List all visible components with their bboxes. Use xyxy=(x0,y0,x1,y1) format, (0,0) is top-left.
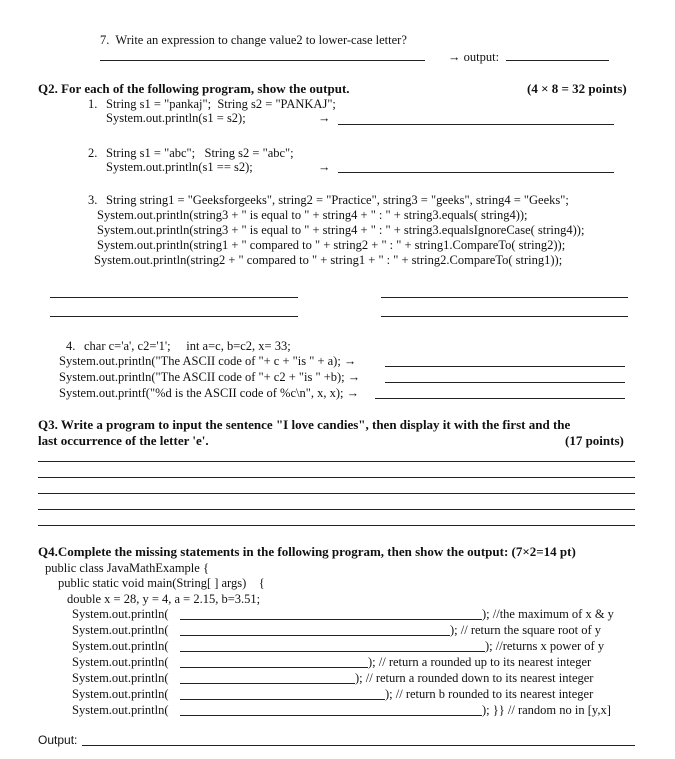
q2-item4-code-line: System.out.printf("%d is the ASCII code of %c\n", x, x); → xyxy=(59,386,360,400)
q4-comment: ); //the maximum of x & y xyxy=(482,607,614,621)
q2-item3-num: 3. xyxy=(88,193,98,207)
q3-answer-line[interactable] xyxy=(38,525,635,526)
q4-stmt-prefix: System.out.println( xyxy=(72,703,169,717)
q4-main-line: public static void main(String[ ] args) { xyxy=(58,576,265,590)
q2-item1-answer-line[interactable] xyxy=(338,124,614,125)
q2-item2-line2: System.out.println(s1 == s2); xyxy=(106,160,253,174)
q2-item2-answer-line[interactable] xyxy=(338,172,614,173)
q3-answer-line[interactable] xyxy=(38,461,635,462)
q4-blank[interactable] xyxy=(180,667,368,668)
q2-item3-answer-line[interactable] xyxy=(50,316,298,317)
q4-decl-line: double x = 28, y = 4, a = 2.15, b=3.51; xyxy=(67,592,261,606)
q2-item3-code-line: String string1 = "Geeksforgeeks", string2 = "Practice", string3 = "geeks", string4 = "Geeks"; xyxy=(106,193,569,207)
q4-output-line[interactable] xyxy=(82,745,635,746)
q7-answer-line[interactable] xyxy=(100,60,425,61)
q2-item4-code-line: System.out.println("The ASCII code of "+ c2 + "is " +b); → xyxy=(59,370,361,384)
q2-item1-num: 1. xyxy=(88,97,98,111)
q4-comment: ); // return b rounded to its nearest integer xyxy=(385,687,594,701)
q4-comment: ); // return a rounded down to its nearest integer xyxy=(355,671,594,685)
q3-answer-line[interactable] xyxy=(38,493,635,494)
q4-blank[interactable] xyxy=(180,619,482,620)
q4-comment: ); // return the square root of y xyxy=(450,623,601,637)
q4-blank[interactable] xyxy=(180,683,355,684)
q2-item1-line2: System.out.println(s1 = s2); xyxy=(106,111,246,125)
q3-line1: Q3. Write a program to input the sentence "I love candies", then display it with the first and the xyxy=(38,417,571,432)
q2-item4-code-line: System.out.println("The ASCII code of "+ c + "is " + a); → xyxy=(59,354,357,368)
q2-item4-answer-line[interactable] xyxy=(385,382,625,383)
q4-comment: ); }} // random no in [y,x] xyxy=(482,703,611,717)
q3-answer-line[interactable] xyxy=(38,477,635,478)
q4-stmt-prefix: System.out.println( xyxy=(72,655,169,669)
q2-item2-line1: String s1 = "abc"; String s2 = "abc"; xyxy=(106,146,294,160)
q3-points: (17 points) xyxy=(565,433,624,448)
q2-item1-arrow: → xyxy=(318,111,331,125)
q2-item4-answer-line[interactable] xyxy=(375,398,625,399)
q2-item4-num: 4. xyxy=(66,339,76,353)
q2-item3-answer-line[interactable] xyxy=(381,297,628,298)
q4-stmt-prefix: System.out.println( xyxy=(72,687,169,701)
q2-item4-answer-line[interactable] xyxy=(385,366,625,367)
q4-comment: ); //returns x power of y xyxy=(485,639,605,653)
q2-item4-decl: char c='a', c2='1'; int a=c, b=c2, x= 33; xyxy=(84,339,291,353)
q4-blank[interactable] xyxy=(180,715,482,716)
q4-stmt-prefix: System.out.println( xyxy=(72,671,169,685)
q7-output-label: → output: xyxy=(448,50,500,64)
q2-item3-code-line: System.out.println(string3 + " is equal to " + string4 + " : " + string3.equalsIgnoreCase( string4)); xyxy=(97,223,585,237)
q2-item1-line1: String s1 = "pankaj"; String s2 = "PANKAJ"; xyxy=(106,97,336,111)
q2-item3-code-line: System.out.println(string1 + " compared to " + string2 + " : " + string1.CompareTo( string2)); xyxy=(97,238,566,252)
q4-stmt-prefix: System.out.println( xyxy=(72,639,169,653)
q2-item3-code-line: System.out.println(string2 + " compared to " + string1 + " : " + string2.CompareTo( string1)); xyxy=(94,253,563,267)
q4-blank[interactable] xyxy=(180,635,450,636)
q4-class-line: public class JavaMathExample { xyxy=(45,561,209,575)
q4-blank[interactable] xyxy=(180,651,485,652)
q2-points: (4 × 8 = 32 points) xyxy=(527,81,627,96)
q7-text: 7. Write an expression to change value2 to lower-case letter? xyxy=(100,33,407,47)
q3-answer-line[interactable] xyxy=(38,509,635,510)
q2-item2-arrow: → xyxy=(318,160,331,174)
q2-item3-code-line: System.out.println(string3 + " is equal to " + string4 + " : " + string3.equals( string4)); xyxy=(97,208,528,222)
q4-blank[interactable] xyxy=(180,699,385,700)
q4-heading: Q4.Complete the missing statements in the following program, then show the output: (7×2=14 pt) xyxy=(38,544,576,559)
q2-item3-answer-line[interactable] xyxy=(381,316,628,317)
q7-output-line[interactable] xyxy=(506,60,609,61)
q4-stmt-prefix: System.out.println( xyxy=(72,607,169,621)
q3-line2: last occurrence of the letter 'e'. xyxy=(38,433,209,448)
q2-item3-answer-line[interactable] xyxy=(50,297,298,298)
q4-stmt-prefix: System.out.println( xyxy=(72,623,169,637)
q4-comment: ); // return a rounded up to its nearest integer xyxy=(368,655,592,669)
q2-item2-num: 2. xyxy=(88,146,98,160)
q2-heading: Q2. For each of the following program, show the output. xyxy=(38,81,350,96)
q4-output-label: Output: xyxy=(38,733,78,747)
